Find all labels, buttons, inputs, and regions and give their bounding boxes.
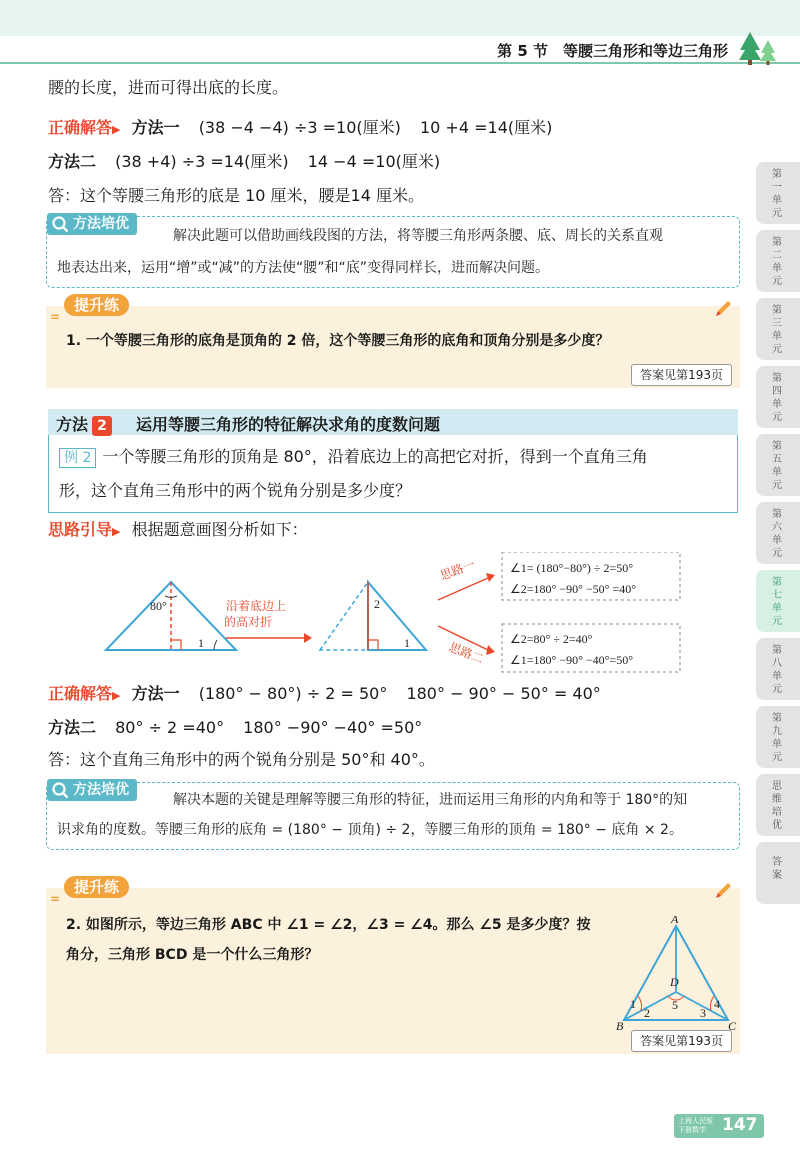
method1-label: 方法一 xyxy=(131,118,180,137)
guide-line xyxy=(48,518,308,544)
tab-unit-4[interactable]: 第四单元 xyxy=(756,366,800,428)
tip1-line1: 解决此题可以借助画线段图的方法，将等腰三角形两条腰、底、周长的关系直观 xyxy=(173,228,663,244)
practice-badge-2: 提升练 xyxy=(64,876,129,898)
tab-thinking[interactable]: 思维培优 xyxy=(756,774,800,836)
fig-label-D: D xyxy=(670,975,679,989)
equilateral-figure xyxy=(616,916,736,1030)
answer-line-2 xyxy=(48,150,440,174)
angle1-label-folded: 1 xyxy=(404,636,410,650)
fold-text1: 沿着底边上 xyxy=(226,599,287,613)
method2-label: 方法二 xyxy=(48,152,97,171)
practice-box-2 xyxy=(46,878,740,1054)
practice-box-1 xyxy=(46,296,740,388)
arrow-icon: ▶ xyxy=(112,525,121,538)
fig-angle-1: 1 xyxy=(630,997,636,1011)
example-badge: 例 2 xyxy=(59,448,96,468)
tip-box-1 xyxy=(46,216,740,288)
angle1-label: 1 xyxy=(198,636,204,650)
fold-arrow xyxy=(224,598,312,643)
section-title: 第 5 节 等腰三角形和等边三角形 xyxy=(497,42,728,60)
example-line2: 形，这个直角三角形中的两个锐角分别是多少度？ xyxy=(59,481,412,500)
tab-unit-7[interactable]: 第七单元 xyxy=(756,570,800,632)
answer-line-4 xyxy=(48,716,422,740)
conclusion-1: 答：这个等腰三角形的底是 10 厘米，腰是14 厘米。 xyxy=(48,186,424,205)
answer-line-3 xyxy=(48,682,601,708)
fig-label-B: B xyxy=(616,1019,624,1030)
fig-angle-2: 2 xyxy=(644,1006,650,1020)
box2-line1: ∠2=80° ÷ 2=40° xyxy=(510,632,593,646)
answer-line-1 xyxy=(48,116,552,142)
answer-label-2: 正确解答 xyxy=(48,684,113,703)
method2-eq1-2: 80° ÷ 2 =40° xyxy=(115,718,225,737)
pencil-icon xyxy=(712,880,734,902)
guide-text: 根据题意画图分析如下： xyxy=(131,520,308,539)
practice2-line1: 2. 如图所示，等边三角形 ABC 中 ∠1 = ∠2，∠3 = ∠4。那么 ∠5 是多少度？按 xyxy=(66,917,591,933)
tip-box-2 xyxy=(46,782,740,850)
path2-label: 思路二 xyxy=(446,639,486,667)
tab-unit-1[interactable]: 第一单元 xyxy=(756,162,800,224)
fold-text2: 的高对折 xyxy=(224,615,273,629)
method1-eq2-2: 180° − 90° − 50° = 40° xyxy=(406,684,601,703)
fig-label-C: C xyxy=(728,1019,736,1030)
method2-eq2-2: 180° −90° −40° =50° xyxy=(243,718,423,737)
apex-label: 80° xyxy=(150,599,167,613)
path-one xyxy=(438,552,680,600)
method1-eq1: (38 −4 −4) ÷3 =10(厘米) xyxy=(198,118,401,137)
isosceles-triangle xyxy=(106,582,236,650)
tree-icon xyxy=(738,30,778,66)
box2-line2: ∠1=180° −90° −40°=50° xyxy=(510,653,634,667)
fig-angle-3: 3 xyxy=(700,1006,706,1020)
tab-unit-3[interactable]: 第三单元 xyxy=(756,298,800,360)
tab-unit-6[interactable]: 第六单元 xyxy=(756,502,800,564)
top-band xyxy=(0,0,800,36)
practice-dash-2: = xyxy=(50,892,61,906)
method-tag: 方法 2 xyxy=(56,412,112,436)
fold-diagram xyxy=(90,552,690,682)
edition-label: 上海人民版 下册数学 xyxy=(678,1117,713,1134)
page-number-badge xyxy=(674,1114,764,1138)
conclusion-2: 答：这个直角三角形中的两个锐角分别是 50°和 40°。 xyxy=(48,750,435,769)
magnifier-icon xyxy=(51,781,69,799)
arrow-icon: ▶ xyxy=(112,123,121,136)
page-number: 147 xyxy=(722,1115,758,1135)
method2-eq2: 14 −4 =10(厘米) xyxy=(307,152,441,171)
method-title: 运用等腰三角形的特征解决求角的度数问题 xyxy=(136,415,441,434)
method1-eq2: 10 +4 =14(厘米) xyxy=(419,118,553,137)
tip1-line2: 地表达出来，运用“增”或“减”的方法使“腰”和“底”变得同样长，进而解决问题。 xyxy=(57,260,550,276)
answer-reference-2: 答案见第193页 xyxy=(631,1030,732,1052)
answer-label: 正确解答 xyxy=(48,118,113,137)
answer-reference-1: 答案见第193页 xyxy=(631,364,732,386)
tip2-line2: 识求角的度数。等腰三角形的底角 = (180° − 顶角) ÷ 2，等腰三角形的顶角 = 180° − 底角 × 2。 xyxy=(57,822,683,838)
practice-badge-1: 提升练 xyxy=(64,294,129,316)
folded-triangle xyxy=(320,582,426,650)
method2-label-2: 方法二 xyxy=(48,718,97,737)
tab-unit-8[interactable]: 第八单元 xyxy=(756,638,800,700)
practice2-line2: 角分，三角形 BCD 是一个什么三角形？ xyxy=(66,947,319,963)
guide-label: 思路引导 xyxy=(48,520,113,539)
tab-unit-5[interactable]: 第五单元 xyxy=(756,434,800,496)
tip-badge-2: 方法培优 xyxy=(47,779,137,801)
method1-label-2: 方法一 xyxy=(131,684,180,703)
fig-angle-5: 5 xyxy=(672,998,678,1012)
practice-dash-1: = xyxy=(50,310,61,324)
page-header xyxy=(0,36,800,64)
example-line1: 例 2 一个等腰三角形的顶角是 80°，沿着底边上的高把它对折，得到一个直角三角 xyxy=(59,445,648,469)
tip2-line1: 解决本题的关键是理解等腰三角形的特征，进而运用三角形的内角和等于 180°的知 xyxy=(173,792,688,808)
box1-line1: ∠1= (180°−80°) ÷ 2=50° xyxy=(510,561,634,575)
continuation-text: 腰的长度，进而可得出底的长度。 xyxy=(48,78,289,97)
fig-angle-4: 4 xyxy=(714,997,720,1011)
tab-unit-2[interactable]: 第二单元 xyxy=(756,230,800,292)
fig-label-A: A xyxy=(671,916,679,926)
method-bar xyxy=(48,409,738,435)
path1-label: 思路一 xyxy=(438,557,477,583)
tab-answers[interactable]: 答案 xyxy=(756,842,800,904)
tab-unit-9[interactable]: 第九单元 xyxy=(756,706,800,768)
path-two xyxy=(438,624,680,672)
box1-line2: ∠2=180° −90° −50° =40° xyxy=(510,582,637,596)
example-box xyxy=(48,435,738,513)
arrow-icon: ▶ xyxy=(112,689,121,702)
tip-badge-1: 方法培优 xyxy=(47,213,137,235)
pencil-icon xyxy=(712,298,734,320)
practice1-question: 1. 一个等腰三角形的底角是顶角的 2 倍，这个等腰三角形的底角和顶角分别是多少度？ xyxy=(66,333,610,349)
angle2-label: 2 xyxy=(374,597,380,611)
method1-eq1-2: (180° − 80°) ÷ 2 = 50° xyxy=(198,684,388,703)
method2-eq1: (38 +4) ÷3 =14(厘米) xyxy=(115,152,289,171)
magnifier-icon xyxy=(51,215,69,233)
